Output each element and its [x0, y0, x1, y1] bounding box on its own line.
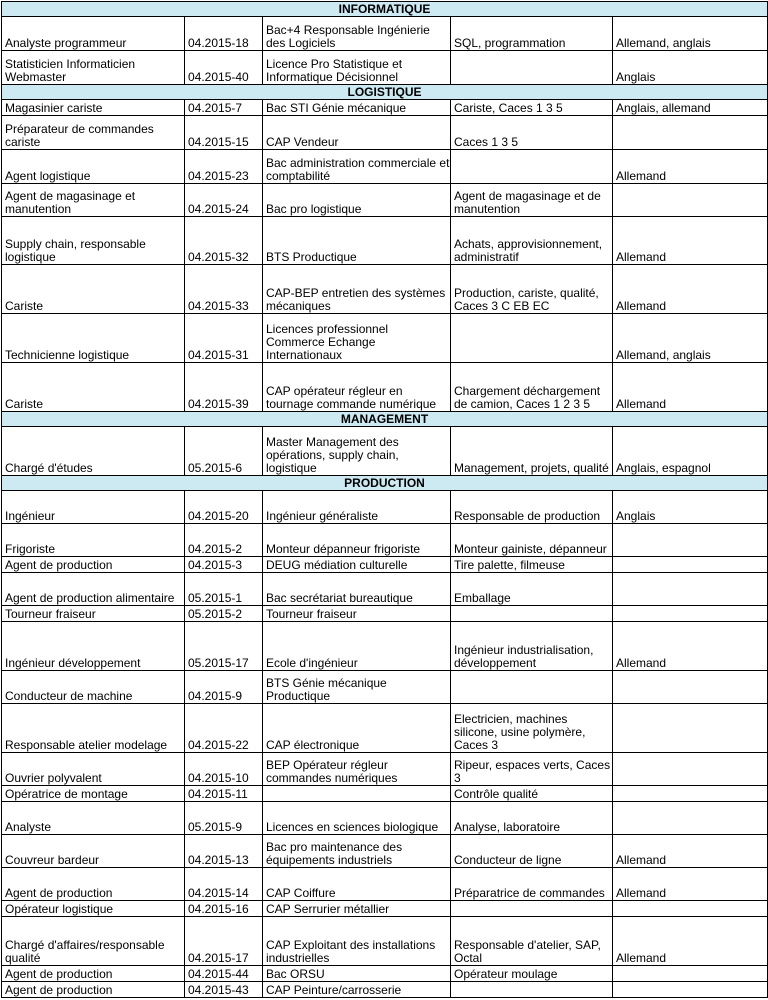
skills-cell: Conducteur de ligne — [451, 835, 613, 868]
job-title-cell: Analyste — [2, 802, 185, 835]
job-title-cell: Supply chain, responsable logistique — [2, 217, 185, 265]
languages-cell: Anglais — [613, 51, 768, 85]
job-title-cell: Agent de production — [2, 557, 185, 573]
section-title: PRODUCTION — [2, 476, 768, 491]
reference-cell: 04.2015-31 — [185, 314, 263, 363]
skills-cell: Ripeur, espaces verts, Caces 3 — [451, 753, 613, 786]
reference-cell: 04.2015-15 — [185, 116, 263, 150]
diploma-cell: CAP Exploitant des installations industrielles — [263, 917, 451, 966]
diploma-cell: Licence Pro Statistique et Informatique Décisionnel — [263, 51, 451, 85]
job-title-cell: Analyste programmeur — [2, 17, 185, 51]
section-header-row — [2, 412, 768, 427]
reference-cell: 04.2015-39 — [185, 363, 263, 412]
section-header-row — [2, 2, 768, 17]
table-row — [2, 982, 768, 998]
job-title-cell: Agent logistique — [2, 150, 185, 184]
diploma-cell: CAP-BEP entretien des systèmes mécaniques — [263, 265, 451, 314]
skills-cell: Caces 1 3 5 — [451, 116, 613, 150]
reference-cell: 04.2015-7 — [185, 100, 263, 116]
languages-cell — [613, 966, 768, 982]
table-row — [2, 217, 768, 265]
reference-cell: 05.2015-2 — [185, 606, 263, 622]
diploma-cell: BTS Productique — [263, 217, 451, 265]
table-row — [2, 868, 768, 901]
skills-cell: Emballage — [451, 573, 613, 606]
table-row — [2, 184, 768, 217]
skills-cell: Ingénieur industrialisation, développement — [451, 622, 613, 671]
section-title: LOGISTIQUE — [2, 85, 768, 100]
skills-cell: Responsable d'atelier, SAP, Octal — [451, 917, 613, 966]
reference-cell: 04.2015-24 — [185, 184, 263, 217]
job-title-cell: Chargé d'affaires/responsable qualité — [2, 917, 185, 966]
reference-cell: 04.2015-33 — [185, 265, 263, 314]
table-row — [2, 524, 768, 557]
reference-cell: 05.2015-17 — [185, 622, 263, 671]
table-row — [2, 100, 768, 116]
languages-cell: Allemand — [613, 622, 768, 671]
languages-cell: Allemand — [613, 265, 768, 314]
reference-cell: 04.2015-11 — [185, 786, 263, 802]
skills-cell: Cariste, Caces 1 3 5 — [451, 100, 613, 116]
diploma-cell: CAP Serrurier métallier — [263, 901, 451, 917]
diploma-cell: BEP Opérateur régleur commandes numériques — [263, 753, 451, 786]
skills-cell: Responsable de production — [451, 491, 613, 524]
diploma-cell: Bac administration commerciale et comptabilité — [263, 150, 451, 184]
languages-cell: Allemand, anglais — [613, 17, 768, 51]
languages-cell: Allemand — [613, 835, 768, 868]
diploma-cell: CAP Coiffure — [263, 868, 451, 901]
diploma-cell: BTS Génie mécanique Productique — [263, 671, 451, 704]
candidates-table — [1, 1, 768, 998]
table-row — [2, 966, 768, 982]
languages-cell — [613, 184, 768, 217]
skills-cell: Management, projets, qualité — [451, 427, 613, 476]
job-title-cell: Magasinier cariste — [2, 100, 185, 116]
job-title-cell: Responsable atelier modelage — [2, 704, 185, 753]
reference-cell: 05.2015-6 — [185, 427, 263, 476]
reference-cell: 04.2015-43 — [185, 982, 263, 998]
diploma-cell: CAP électronique — [263, 704, 451, 753]
languages-cell: Allemand — [613, 150, 768, 184]
diploma-cell: Licences en sciences biologique — [263, 802, 451, 835]
job-title-cell: Conducteur de machine — [2, 671, 185, 704]
languages-cell — [613, 671, 768, 704]
languages-cell — [613, 982, 768, 998]
skills-cell: Agent de magasinage et de manutention — [451, 184, 613, 217]
reference-cell: 04.2015-3 — [185, 557, 263, 573]
languages-cell — [613, 802, 768, 835]
section-header-row — [2, 85, 768, 100]
table-row — [2, 671, 768, 704]
table-row — [2, 363, 768, 412]
diploma-cell: CAP Peinture/carrosserie — [263, 982, 451, 998]
table-row — [2, 917, 768, 966]
languages-cell: Anglais, espagnol — [613, 427, 768, 476]
languages-cell — [613, 753, 768, 786]
job-title-cell: Opérateur logistique — [2, 901, 185, 917]
diploma-cell: Master Management des opérations, supply chain, logistique — [263, 427, 451, 476]
reference-cell: 04.2015-20 — [185, 491, 263, 524]
reference-cell: 04.2015-13 — [185, 835, 263, 868]
languages-cell: Allemand, anglais — [613, 314, 768, 363]
reference-cell: 04.2015-22 — [185, 704, 263, 753]
languages-cell — [613, 901, 768, 917]
table-row — [2, 835, 768, 868]
reference-cell: 04.2015-16 — [185, 901, 263, 917]
skills-cell: Analyse, laboratoire — [451, 802, 613, 835]
table-row — [2, 427, 768, 476]
skills-cell — [451, 51, 613, 85]
languages-cell — [613, 573, 768, 606]
diploma-cell: Ecole d'ingénieur — [263, 622, 451, 671]
reference-cell: 04.2015-14 — [185, 868, 263, 901]
job-title-cell: Cariste — [2, 363, 185, 412]
job-title-cell: Préparateur de commandes cariste — [2, 116, 185, 150]
skills-cell: Préparatrice de commandes — [451, 868, 613, 901]
skills-cell: Production, cariste, qualité, Caces 3 C EB EC — [451, 265, 613, 314]
skills-cell: Chargement déchargement de camion, Caces 1 2 3 5 — [451, 363, 613, 412]
languages-cell — [613, 606, 768, 622]
languages-cell — [613, 786, 768, 802]
languages-cell: Allemand — [613, 917, 768, 966]
table-body — [2, 2, 768, 998]
job-title-cell: Agent de production — [2, 982, 185, 998]
diploma-cell: Bac STI Génie mécanique — [263, 100, 451, 116]
table-row — [2, 150, 768, 184]
diploma-cell: Bac pro maintenance des équipements industriels — [263, 835, 451, 868]
table-row — [2, 17, 768, 51]
diploma-cell: Monteur dépanneur frigoriste — [263, 524, 451, 557]
languages-cell: Anglais — [613, 491, 768, 524]
diploma-cell: CAP Vendeur — [263, 116, 451, 150]
reference-cell: 04.2015-10 — [185, 753, 263, 786]
languages-cell — [613, 524, 768, 557]
diploma-cell: Licences professionnel Commerce Echange Internationaux — [263, 314, 451, 363]
diploma-cell: Bac pro logistique — [263, 184, 451, 217]
table-row — [2, 802, 768, 835]
diploma-cell: DEUG médiation culturelle — [263, 557, 451, 573]
job-title-cell: Agent de magasinage et manutention — [2, 184, 185, 217]
table-row — [2, 557, 768, 573]
table-row — [2, 622, 768, 671]
job-title-cell: Opératrice de montage — [2, 786, 185, 802]
diploma-cell: Ingénieur généraliste — [263, 491, 451, 524]
table-row — [2, 265, 768, 314]
languages-cell: Allemand — [613, 868, 768, 901]
diploma-cell: Tourneur fraiseur — [263, 606, 451, 622]
skills-cell — [451, 150, 613, 184]
languages-cell: Allemand — [613, 217, 768, 265]
languages-cell — [613, 704, 768, 753]
job-title-cell: Frigoriste — [2, 524, 185, 557]
skills-cell — [451, 606, 613, 622]
job-title-cell: Agent de production — [2, 868, 185, 901]
languages-cell: Anglais, allemand — [613, 100, 768, 116]
job-title-cell: Cariste — [2, 265, 185, 314]
languages-cell — [613, 116, 768, 150]
table-row — [2, 573, 768, 606]
job-title-cell: Ingénieur développement — [2, 622, 185, 671]
skills-cell: Electricien, machines silicone, usine polymère, Caces 3 — [451, 704, 613, 753]
job-title-cell: Agent de production — [2, 966, 185, 982]
table-row — [2, 491, 768, 524]
diploma-cell: Bac+4 Responsable Ingénierie des Logiciels — [263, 17, 451, 51]
job-title-cell: Ouvrier polyvalent — [2, 753, 185, 786]
skills-cell: Contrôle qualité — [451, 786, 613, 802]
skills-cell — [451, 314, 613, 363]
section-title: INFORMATIQUE — [2, 2, 768, 17]
reference-cell: 04.2015-2 — [185, 524, 263, 557]
job-title-cell: Tourneur fraiseur — [2, 606, 185, 622]
table-row — [2, 314, 768, 363]
reference-cell: 04.2015-18 — [185, 17, 263, 51]
job-title-cell: Couvreur bardeur — [2, 835, 185, 868]
job-title-cell: Technicienne logistique — [2, 314, 185, 363]
diploma-cell: CAP opérateur régleur en tournage commande numérique — [263, 363, 451, 412]
skills-cell — [451, 671, 613, 704]
reference-cell: 04.2015-17 — [185, 917, 263, 966]
job-title-cell: Agent de production alimentaire — [2, 573, 185, 606]
reference-cell: 04.2015-40 — [185, 51, 263, 85]
table-row — [2, 753, 768, 786]
languages-cell: Allemand — [613, 363, 768, 412]
section-header-row — [2, 476, 768, 491]
job-title-cell: Ingénieur — [2, 491, 185, 524]
job-title-cell: Chargé d'études — [2, 427, 185, 476]
diploma-cell — [263, 786, 451, 802]
diploma-cell: Bac ORSU — [263, 966, 451, 982]
section-title: MANAGEMENT — [2, 412, 768, 427]
reference-cell: 05.2015-9 — [185, 802, 263, 835]
table-row — [2, 704, 768, 753]
skills-cell: SQL, programmation — [451, 17, 613, 51]
reference-cell: 04.2015-44 — [185, 966, 263, 982]
languages-cell — [613, 557, 768, 573]
skills-cell: Monteur gainiste, dépanneur — [451, 524, 613, 557]
job-title-cell: Statisticien Informaticien Webmaster — [2, 51, 185, 85]
table-row — [2, 901, 768, 917]
table-row — [2, 116, 768, 150]
reference-cell: 04.2015-23 — [185, 150, 263, 184]
skills-cell — [451, 901, 613, 917]
skills-cell: Opérateur moulage — [451, 966, 613, 982]
table-row — [2, 606, 768, 622]
skills-cell — [451, 982, 613, 998]
table-row — [2, 51, 768, 85]
table-row — [2, 786, 768, 802]
reference-cell: 05.2015-1 — [185, 573, 263, 606]
diploma-cell: Bac secrétariat bureautique — [263, 573, 451, 606]
reference-cell: 04.2015-9 — [185, 671, 263, 704]
reference-cell: 04.2015-32 — [185, 217, 263, 265]
skills-cell: Tire palette, filmeuse — [451, 557, 613, 573]
skills-cell: Achats, approvisionnement, administratif — [451, 217, 613, 265]
